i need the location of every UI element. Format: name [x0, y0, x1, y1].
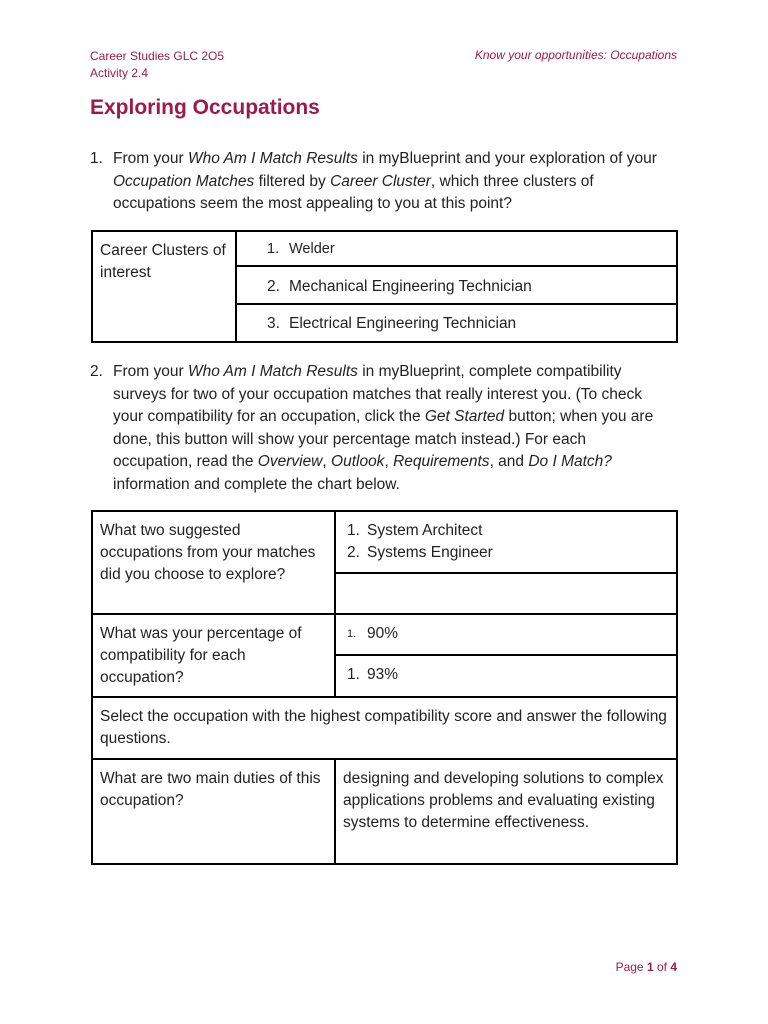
page-footer [616, 960, 677, 974]
question-2-number: 2. [90, 363, 103, 380]
cluster-item-value: Welder [289, 241, 335, 257]
compatibility-percent: 93% [367, 666, 399, 683]
cluster-item[interactable] [236, 304, 677, 342]
q1-part: in myBlueprint and your exploration of your [357, 150, 657, 167]
occupation-choice [343, 520, 669, 542]
career-clusters-label: Career Clusters of interest [92, 231, 236, 342]
page-title: Exploring Occupations [90, 96, 320, 119]
compatibility-answer-cell[interactable] [335, 614, 677, 655]
q2-part: , and [489, 453, 529, 470]
compatibility-percent: 90% [367, 625, 399, 642]
occupation-choice-value: Systems Engineer [367, 544, 493, 561]
duties-question: What are two main duties of this occupation? [92, 759, 335, 864]
page-current: 1 [646, 960, 654, 974]
cluster-item-value: Electrical Engineering Technician [289, 315, 517, 332]
cluster-item-number: 3. [267, 315, 280, 332]
compatibility-value [343, 623, 669, 645]
q1-part: From your [113, 150, 188, 167]
q2-part: From your [113, 363, 188, 380]
q2-part-italic: Outlook [331, 453, 385, 470]
q2-part: , [322, 453, 332, 470]
q2-part-italic: Do I Match? [528, 453, 612, 470]
list-number: 2. [347, 544, 360, 561]
q2-part: in myBlueprint, complete compatibility surveys for two of your occupation matches that really interest you. (To check your compatibility for an occupation, click the [113, 363, 642, 425]
cluster-item-number: 1. [267, 241, 280, 257]
selection-instruction: Select the occupation with the highest compatibility score and answer the following questions. [92, 697, 677, 759]
document-header-right: Know your opportunities: Occupations [474, 48, 677, 62]
occupation-choice-value: System Architect [367, 522, 483, 539]
career-clusters-table [91, 230, 678, 343]
q1-part-italic: Occupation Matches [113, 172, 255, 190]
question-1-number: 1. [90, 150, 103, 167]
q2-part: information and complete the chart below. [113, 475, 400, 493]
cluster-item[interactable] [236, 231, 677, 266]
compatibility-value [343, 664, 669, 686]
occupations-question: What two suggested occupations from your matches did you choose to explore? [92, 511, 335, 614]
list-number: 1. [347, 628, 357, 640]
q1-part-italic: Who Am I Match Results [187, 150, 358, 167]
q1-part: , which three clusters of occupations seem the most appealing to you at this point? [113, 172, 594, 212]
question-1-text [113, 148, 660, 216]
question-1 [90, 148, 660, 216]
q1-part-italic: Career Cluster [330, 172, 431, 190]
page-word: Page [615, 960, 647, 974]
occupation-chart-table [91, 510, 678, 865]
q2-part: button; when you are done, this button will show your percentage match instead.) For each occupation, read the [113, 408, 654, 470]
question-2 [90, 361, 660, 496]
q2-part-italic: Requirements [393, 453, 490, 470]
of-word: of [653, 960, 671, 974]
cluster-item-number: 2. [267, 278, 280, 295]
question-2-text [113, 361, 660, 496]
q2-part-italic: Who Am I Match Results [187, 363, 358, 380]
cluster-item-value: Mechanical Engineering Technician [289, 278, 532, 295]
activity-number: Activity 2.4 [90, 66, 149, 80]
q2-part-italic: Overview [257, 453, 323, 470]
occupations-answer-empty-cell[interactable] [335, 573, 677, 614]
cluster-item[interactable] [236, 266, 677, 304]
list-number: 1. [347, 666, 360, 683]
page-total: 4 [670, 960, 677, 974]
duties-answer[interactable]: designing and developing solutions to complex applications problems and evaluating existing systems to determine effectiveness. [335, 759, 677, 864]
list-number: 1. [347, 522, 360, 539]
q2-part: , [384, 453, 394, 470]
course-name: Career Studies GLC 2O5 [90, 49, 225, 63]
occupations-answer-cell[interactable] [335, 511, 677, 573]
document-header-left [90, 48, 224, 82]
q2-part-italic: Get Started [424, 408, 505, 425]
q1-part: filtered by [254, 172, 331, 190]
compatibility-question: What was your percentage of compatibility for each occupation? [92, 614, 335, 697]
compatibility-answer-cell[interactable] [335, 655, 677, 697]
occupation-choice [343, 542, 669, 564]
